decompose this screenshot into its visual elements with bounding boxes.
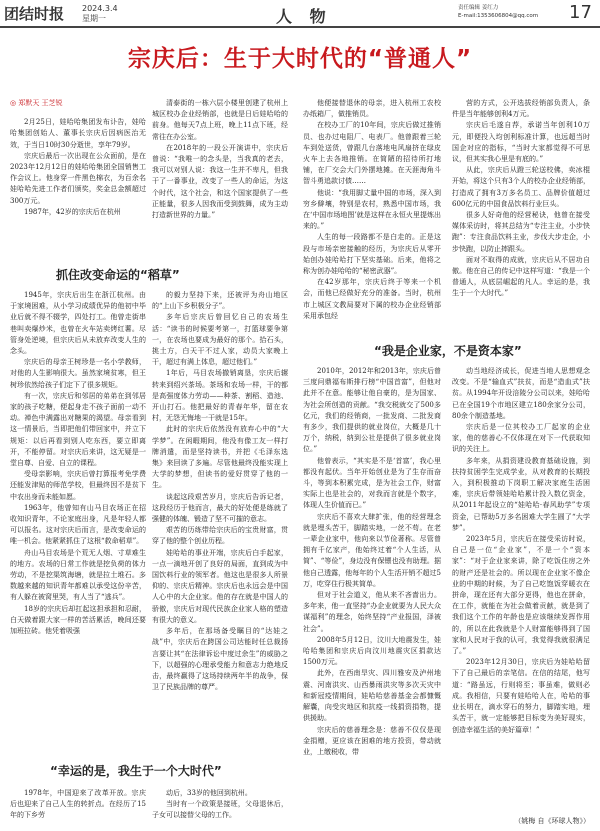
paragraph: 受母亲影响，宗庆后曾打算报考免学费还能发津贴的师范学校，但最终因不是贫下中农出身而未能如愿。 xyxy=(10,470,146,501)
paragraph: 宗庆后毛遂自荐，承诺当年创利10万元，即便投入均创利标准计算，也远超当时国企对应的指标，“当时大家都觉得不可思议，但其实我心里是有底的。” xyxy=(452,121,590,164)
column-3-bottom xyxy=(303,366,441,826)
paragraph: 他便接替退休的母亲，进入杭州工农校办纸箱厂，做推销员。 xyxy=(303,99,441,119)
paragraph: 在2018年的一段公开演讲中，宗庆后曾说：“我唯一的念头是，当我真的老去，我可以对别人说：我这一生并不卑凡，但我干了一番事业，改变了一些人的命运，为这个时代，这个社会，和这个国家提供了一些正能量，很多人因我而受到鼓舞，成为主动打造新世界的力量。” xyxy=(152,143,288,220)
section-title: 人 物 xyxy=(276,7,332,26)
paragraph: 多年后宗庆后曾回忆自己的农场生活：“读书的时候要考第一，打篮球要争第一，在农场也要成为最好的那个。拾石头，挑土方，白天干不过人家，动员大家晚上干，超过有满上体息，超过他们。” xyxy=(152,313,288,367)
weekday-text: 星期一 xyxy=(82,14,106,23)
column-3-top xyxy=(303,98,441,330)
paragraph: 有一次，宗庆后和邻居的弟弟在到邻居家的孩子吃糖，便起身走不孩子面前一动不动。禅色中满露出对糖果的渴望。母亲看到这一情景后，当即把他们带回家中，并立下规矩：以后再看到别人吃东西，要立即离开，不能停留。对宗庆后来讲，这无疑是一堂自尊、自爱、自立的课程。 xyxy=(10,391,146,468)
subhead-entrepreneur: “我是企业家，不是资本家” xyxy=(374,344,522,358)
page-number: 17 xyxy=(569,2,592,23)
article-title: 宗庆后：生于大时代的“普通人” xyxy=(127,46,473,72)
paragraph: 很多人好奇他的经营秘诀，他曾在接受媒体采访时，将其总结为“专注主业，小步快跑”：专注食品饮料主业，步伐大步走企，小步快跑，以防止摔跟头。 xyxy=(452,211,590,253)
paragraph: 1978年，中国迎来了改革开放。宗庆后也迎来了自己人生的转折点。在经历了15年的下乡劳 xyxy=(10,789,146,820)
newspaper-logo: 团结时报 xyxy=(4,5,65,23)
header-divider xyxy=(0,26,600,28)
paragraph: 谈起这段艰苦岁月，宗庆后告诉记者，这段经历于他而言，最大的好处便是练就了强健的体魄、锻造了坚不可摧的意志。 xyxy=(152,492,288,524)
paragraph: 清泰街的一栋六层小楼里创建了杭州上城区校办企业经销部，也就是日后娃哈哈的前身。他每天7点上班，晚上11点下班，经常往在办公室。 xyxy=(152,99,288,141)
paragraph: 2月25日，娃哈哈集团发布讣告，娃哈哈集团创始人、董事长宗庆后因病医治无效，于当日10时30分逝世，享年79岁。 xyxy=(10,118,146,149)
paragraph: 当时有一个政策是接班，父母退休后，子女可以接替父母的工作。 xyxy=(152,800,288,820)
reporter-byline: ◎ 郑默天 王芝锐 xyxy=(10,99,63,107)
paragraph: 18岁的宗庆后却扛起这担承担和忍耐，白天做着跟大家一样的苦活累活，晚间还要加班拉砖。他凭着吸强 xyxy=(10,604,146,636)
paragraph: 动后，33岁的他回到杭州。 xyxy=(166,789,252,797)
paragraph: 的毅力坚持下来，还被评为舟山地区的“上山下乡积极分子”。 xyxy=(152,291,288,311)
paragraph: 宗庆后是一位其校办工厂起家的企业家，他的慈善心不仅体现在对下一代获取知识的关注上。 xyxy=(452,423,590,454)
paragraph: 宗庆后不喜欢大肆扩张，他的经营理念就是埋头苦干，脚踏实地，一丝不苟。在老一辈企业家中，他向来以节俭著称。尽管曾拥有千亿家产，他始终过着“个人生活，从简”、“等俭”，身边没有保镖也没有助理。据他自己透露，他每年的个人生活开销不超过5万，吃穿住行极其简单。 xyxy=(303,512,441,588)
paragraph: 2023年12月30日，宗庆后为娃哈哈留下了自己最后的亲笔信。在信的结尾，他写道：“路虽远，行则将至；事虽难，做则必成。我相信，只要有娃哈哈人在，哈哈的事业长明在，滴水穿石的努力，脚踏实地，埋头苦干，就一定能够把目标变为美好现实，创造幸福生活的美好篇章！” xyxy=(452,658,590,734)
paragraph: 2008年5月12日，汶川大地震发生，娃哈哈集团和宗庆后向汶川地震灾区捐款达1500万元。 xyxy=(303,635,441,667)
paragraph: 在42岁那年，宗庆后终于等来一个机会，而他已经做好充分的准备。当时，杭州市上城区文教局要对下属的校办企业经销部采用承包经 xyxy=(303,278,441,320)
paragraph: 但对于社会道义，他从来不吝啬出力。多年来，他一直坚持“办企业就要为人民大众谋福利”的理念，始终坚持“产业报国，泽被社会”。 xyxy=(303,591,441,633)
paragraph: 他曾表示，“其实是不是‘首富’，我心里都没有起伏。当年开始创业是为了生存而奋斗，等到本积累完成，是为社会工作，财富实际上也是社会的，对我而言就是个数字，体现人生价值而已。” xyxy=(303,456,441,510)
column-2-body xyxy=(152,290,288,744)
column-2-bottom xyxy=(152,788,288,822)
column-1-body xyxy=(10,290,146,744)
editor-name: 责任编辑 姜红力 xyxy=(458,5,499,11)
paragraph: 宗庆后的母亲王树珍是一名小学教师，对他的人生影响很大。虽然家境贫寒，但王树珍依然给孩子们定下了很多规矩。 xyxy=(10,358,146,389)
paragraph: 娃哈哈的事业开端，宗庆后白手起家，一点一滴地开创了良好的局面，直到成为中国饮料行业的领军者。他这也是很多人所景仰的、宗庆后精神。宗庆后也永远会是中国人心中的大企业家。他的存在就是中国人的骄傲，宗庆后对现代民族企业家人格的塑造有很大的意义。 xyxy=(152,548,288,624)
column-1-intro xyxy=(10,98,146,218)
column-1-bottom xyxy=(10,788,146,822)
paragraph: 1945年，宗庆后出生在浙江杭州。由于家境困难，从小学习成绩优异的他初中毕业后就不得不辍学，四处打工。他曾走街串巷叫卖爆炒米，也曾在火车站卖烤红薯。尽管身处逆境，但宗庆后从未放弃改变人生的念头。 xyxy=(10,291,146,356)
paragraph: 1年后，马目农场撤销离垦，宗庆后辗转来到绍兴茶场。茶场和农场一样，干的都是高强度体力劳动——种茶、割稻、造池、开山打石。他把最好的青春年华，留在农村，无怨无悔地一干就是15年。 xyxy=(152,369,288,423)
paragraph: 在校办工厂的10年间，宗庆后做过推销员、也办过电阻厂、电表厂。他曾跟着三轮车到处送货，曾跟几台落地电风扇挤在绿皮火车上去各地推销。在简陋的招待所打地铺，在厂交会大门外摆地摊。在天涯海角斗智斗勇追款讨债…… xyxy=(303,121,441,186)
paragraph: 1987年，42岁的宗庆后在杭州 xyxy=(24,207,121,216)
page-header xyxy=(0,0,600,30)
paragraph: 艰苦的历练带给宗庆后的宝贵财富，贯穿了他的整个创业历程。 xyxy=(152,526,288,546)
subhead-straw: 抓住改变命运的“稻草” xyxy=(56,268,180,282)
paragraph: 舟山马目农场是个荒无人烟、寸草难生的地方。农场的日常工作就是挖负荷的体力劳动，不是挖渠筑海塘，就是拉土堆石。多数越来越的知识青年都难以承受这份辛苦，有人躲在被窝里哭，有人当了“逃兵”。 xyxy=(10,548,146,602)
paragraph: 多年来，从捐资建设教育基础设施，到扶持贫困学生完成学业，从对教育的长期投入，到积极推动下岗职工解决家庭生活困难，宗庆后带领娃哈哈累计投入数亿资金，从2011年起设立的“娃哈哈·春风助学”专项资金，已帮助5万多名困难大学生圆了“大学梦”。 xyxy=(452,456,590,532)
paragraph: 多年后，在那场备受瞩目的“达娃之战”中，宗庆后在跨国公司达能时任总裁扬言要让其“在法律诉讼中度过余生”的威胁之下，以超强的心理承受能力和意志力绝地反击，最终赢得了这场持续两年半的战争，保卫了民族品牌的尊严。 xyxy=(152,627,288,692)
column-2-intro xyxy=(152,98,288,221)
paragraph: 他说：“我用脚丈量中国的市场，深入到穷乡僻壤，特别是农村，熟悉中国市场，我在‘中国市场地图’就是这样在永恒火里提炼出来的。” xyxy=(303,188,441,231)
issue-date xyxy=(82,4,118,24)
paragraph: 人生的每一段路都不是白走的。正是这段与市场亲密接触的经历，为宗庆后从零开始创办娃哈哈打下坚实基础。后来，他将之称为创办娃哈哈的“秘密武器”。 xyxy=(303,233,441,276)
paragraph: 宗庆后的慈善理念是：慈善不仅仅是现金捐赠，更应该在困难的地方投资，带动就业，上缴税收，带 xyxy=(303,725,441,756)
subhead-era: “幸运的是，我生于一个大时代” xyxy=(50,764,222,778)
paragraph: 从此，宗庆后从蹬三轮送校佛，卖冰棍开始，将这个只有3个人的校办企业经销部，打造成了拥有3万多名员工、品牌价值超过600亿元的中国食品饮料行业巨头。 xyxy=(452,166,590,208)
paragraph: 2010年，2012年和2013年，宗庆后曾三度问鼎福布斯排行榜“中国首富”，但他对此并不在意。能够让他自豪的，是为国家、为社会所创造的贡献。“我交税就交了500多亿元，我们的经销商，一批发商、二批发商有多少，我们提供的就业岗位，大概是几十万个，纳税，纳到公社是提供了很多就业岗位。” xyxy=(303,367,441,454)
paragraph: 此外，在西南旱灾、四川雅安及泸州地震、河南洪灾、山西暴雨洪灾等多次天灾中和新冠疫情期间，娃哈哈慈善基金会都慷慨解囊，向受灾地区和抗疫一线捐资捐物，提供援助。 xyxy=(303,669,441,723)
author-credit: （姚梅 自《环球人物》） xyxy=(514,817,590,825)
paragraph: 面对不取得的成就，宗庆后从不居功自傲。他在自己的传记中这样写道：“我是一个普通人，从底层崛起的凡人。幸运的是，我生于一个大时代。” xyxy=(452,255,590,298)
date-text: 2024.3.4 xyxy=(82,4,118,13)
editor-email: E-mail:1353606804@qq.com xyxy=(458,13,539,19)
paragraph: 动当地经济成长，促进当地人思想观念改变。不是“输血式”扶贫，而是“造血式”扶贫。从1994年开设涪陵分公司以来，娃哈哈已在全国19个市地区建立180余家分公司，80余个制造基地。 xyxy=(452,367,590,420)
paragraph: 1963年，他曾知有山马目农场正在招收知识青年，不论家庭出身，凡是年轻人都可以报名。这对宗庆后而言，是改变命运的唯一机会。他紧紧抓住了这根“救命稻草”。 xyxy=(10,503,146,546)
editor-info xyxy=(458,4,568,20)
paragraph: 营的方式，公开选拔经销部负责人，条件是当年能够创利4万元。 xyxy=(452,99,590,119)
column-4-bottom xyxy=(452,366,590,814)
paragraph: 此时的宗庆后依然没有放弃心中的“大学梦”。在闲暇期间，他没有像工友一样打牌消遣，而是坚持读书，并把《毛泽东选集》来回读了多遍。尽管他最终没能实现上大学的梦想，但读书的爱好贯穿了他的一生。 xyxy=(152,425,288,490)
paragraph: 2023年5月，宗庆后在接受采访时说，自己是一位“企业家”，不是一个“资本家”：“对于企业家来讲，除了吃饭住房之外的财产还是社会的。所以现在企业家不像企业的中期的时候，为了自己吃饱饭穿暖衣在拼命，现在还有大部分更得，他也在拼命，在工作，就能在为社会做着贡献，就是到了我们这个工作的年龄也是应该继续发挥作用的，所以在此我就是个人财富能够得到了国家和人民对于我的认可，我觉得我就很满足了。” xyxy=(452,535,590,656)
paragraph: 宗庆后最后一次出现在公众面前，是在2023年12月12日的娃哈哈集团全国销售工作会议上。他身穿一件黑色棉衣，为百余名娃哈哈先进工作者们颁奖，奖金总金额超过300万元。 xyxy=(10,151,146,205)
column-4-top xyxy=(452,98,590,330)
